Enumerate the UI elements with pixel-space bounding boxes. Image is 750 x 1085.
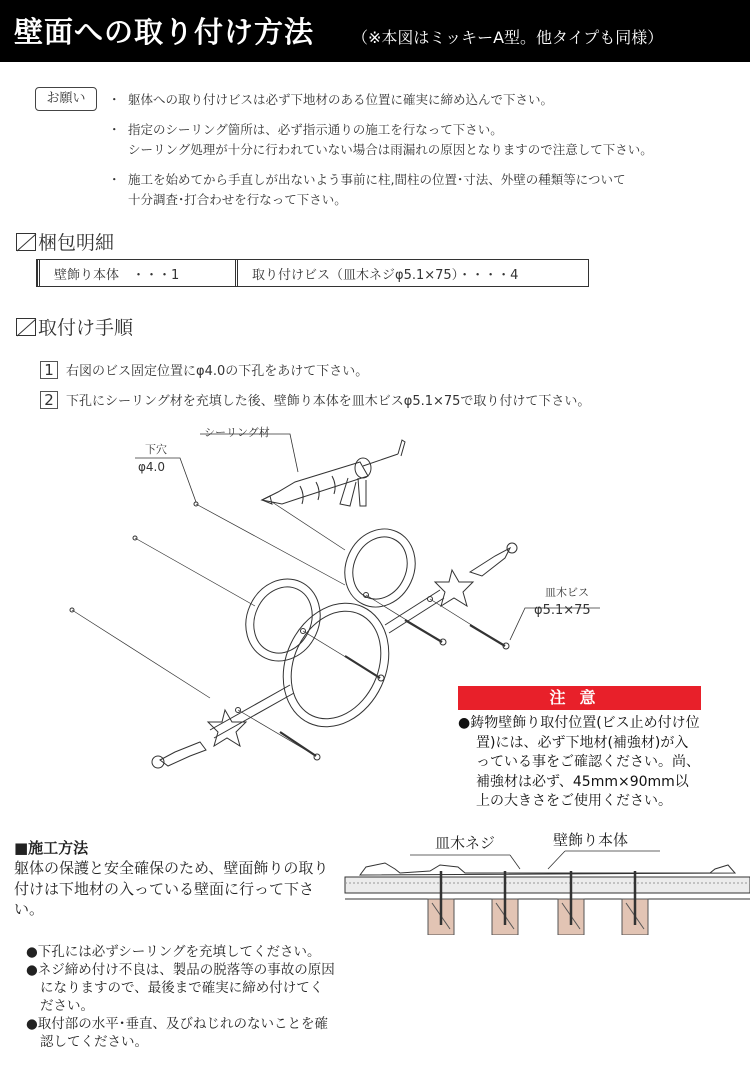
notice-list (108, 90, 728, 216)
notice-line: 躯体への取り付けビスは必ず下地材のある位置に確実に締め込んで下さい。 (128, 92, 554, 107)
caution-box (458, 686, 701, 812)
step-number: 2 (40, 391, 58, 409)
page-header (0, 0, 750, 62)
bullet-dot: ・ (108, 172, 121, 187)
packing-heading (16, 228, 114, 255)
step-text: 右図のビス固定位置にφ4.0の下孔をあけて下さい。 (66, 364, 369, 379)
bullet-item: ●下孔には必ずシーリングを充填してください。 (26, 944, 321, 960)
parts-cell: 取り付けビス（皿木ネジφ5.1×75）・・・・4 (235, 260, 588, 286)
page-title: 壁面への取り付け方法 (14, 15, 315, 49)
notice-line: 十分調査･打合わせを行なって下さい。 (128, 192, 347, 207)
bullet-item: ●ネジ締め付け不良は、製品の脱落等の事故の原因になりますので、最後まで確実に締め付けてください。 (26, 962, 335, 1014)
caution-text: ●鋳物壁飾り取付位置(ビス止め付け位置)には、必ず下地材(補強材)が入っている事をご確認ください。尚、補強材は必ず、45mm×90mm以上の大きさをご使用ください。 (458, 715, 700, 809)
method-body: 躯体の保護と安全確保のため、壁面飾りの取り付けは下地材の入っている壁面に行って下さい。 (14, 859, 329, 918)
method-title: ■施工方法 (14, 839, 89, 857)
cross-section-body-label: 壁飾り本体 (553, 831, 629, 849)
caution-title: 注意 (458, 686, 701, 710)
cross-section-screw-label: 皿木ネジ (435, 834, 496, 852)
notice-line: シーリング処理が十分に行われていない場合は雨漏れの原因となりますので注意して下さい。 (128, 142, 653, 157)
page-subtitle: （※本図はミッキーA型。他タイプも同様） (352, 28, 664, 47)
bullet-dot: ・ (108, 92, 121, 107)
method-bullets (26, 943, 336, 1051)
screw-label: 皿木ビス (545, 586, 589, 599)
packing-heading-text: 梱包明細 (38, 232, 115, 254)
parts-table (36, 259, 589, 287)
cross-section-diagram (340, 825, 750, 935)
step-number: 1 (40, 361, 58, 379)
notice-item (108, 120, 728, 160)
notice-line: 指定のシーリング箇所は、必ず指示通りの施工を行なって下さい。 (128, 122, 503, 137)
step-text: 下孔にシーリング材を充填した後、壁飾り本体を皿木ビスφ5.1×75で取り付けて下さい。 (66, 394, 591, 409)
method-section (14, 838, 334, 920)
bullet-dot: ・ (108, 122, 121, 137)
bullet-item: ●取付部の水平･垂直、及びねじれのないことを確認してください。 (26, 1016, 329, 1050)
pilot-hole-label: 下穴 (145, 443, 167, 456)
notice-item (108, 90, 728, 110)
procedure-heading (16, 313, 133, 340)
slash-square-icon (16, 318, 36, 336)
procedure-heading-text: 取付け手順 (38, 317, 134, 339)
screw-size: φ5.1×75 (534, 603, 591, 618)
caulking-gun-icon (262, 440, 405, 506)
notice-line: 施工を始めてから手直しが出ないよう事前に柱,間柱の位置･寸法、外壁の種類等について (128, 172, 626, 187)
notice-item (108, 170, 728, 210)
parts-cell: 壁飾り本体 ・・・1 (37, 260, 235, 286)
step-1 (40, 360, 368, 379)
notice-label: お願い (35, 87, 97, 111)
step-2 (40, 390, 590, 409)
pilot-hole-size: φ4.0 (138, 460, 165, 474)
slash-square-icon (16, 233, 36, 251)
sealant-label: シーリング材 (204, 426, 270, 439)
